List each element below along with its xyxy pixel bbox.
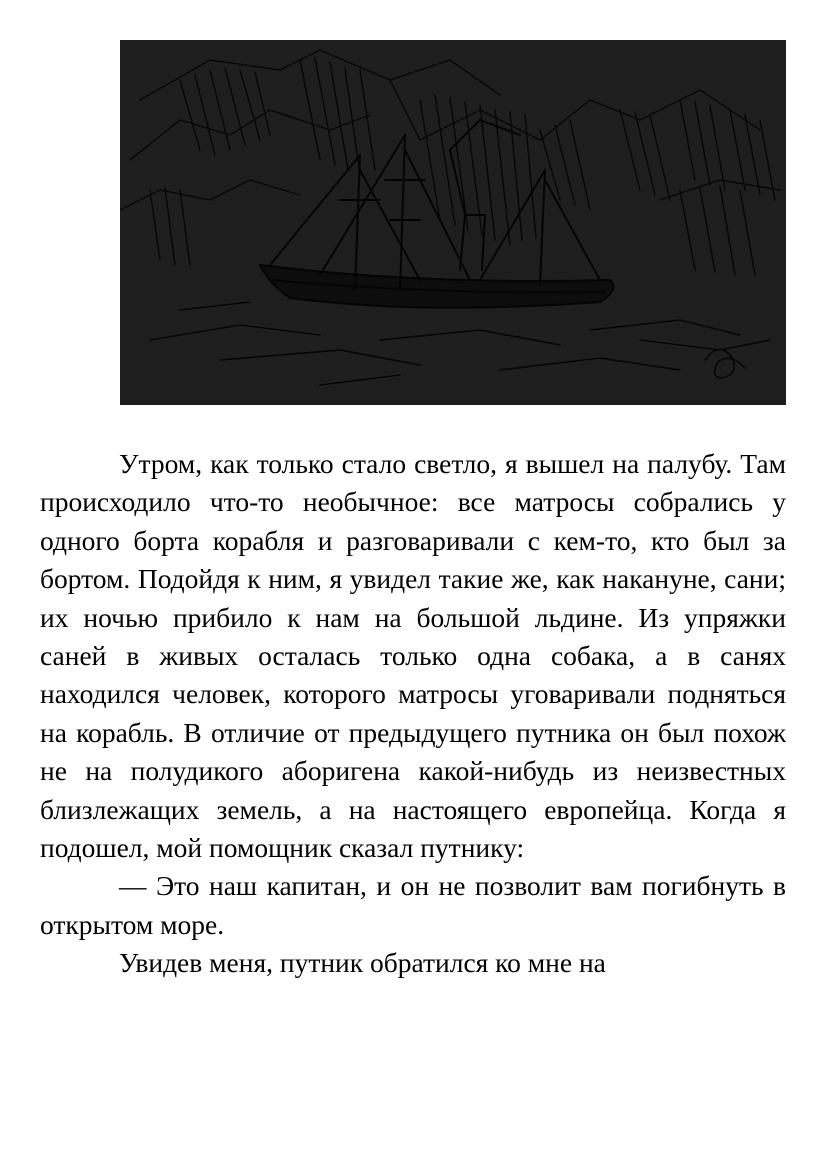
story-text: [40, 445, 786, 983]
paragraph-2: — Это наш капитан, и он не позволит вам погибнуть в открытом море.: [40, 870, 786, 940]
paragraph-3: Увидев меня, путник обратился ко мне на: [119, 947, 606, 979]
ship-sketch-icon: [120, 40, 786, 405]
ship-illustration: [120, 40, 786, 405]
paragraph-1: Утром, как только стало светло, я вышел на палубу. Там происходило что-то необычное: все матросы собрались у одного борта корабля и разговаривали с кем-то, кто был за бортом. Подойдя к ним, я увидел такие же, как накануне, сани; их ночью прибило к нам на большой льдине. Из упряжки саней в живых осталась только одна собака, а в санях находился человек, которого матросы уговаривали подняться на корабль. В отличие от предыдущего путника он был похож не на полудикого аборигена какой-нибудь из неизвестных близлежащих земель, а на настоящего европейца. Когда я подошел, мой помощник сказал путнику:: [40, 448, 786, 864]
